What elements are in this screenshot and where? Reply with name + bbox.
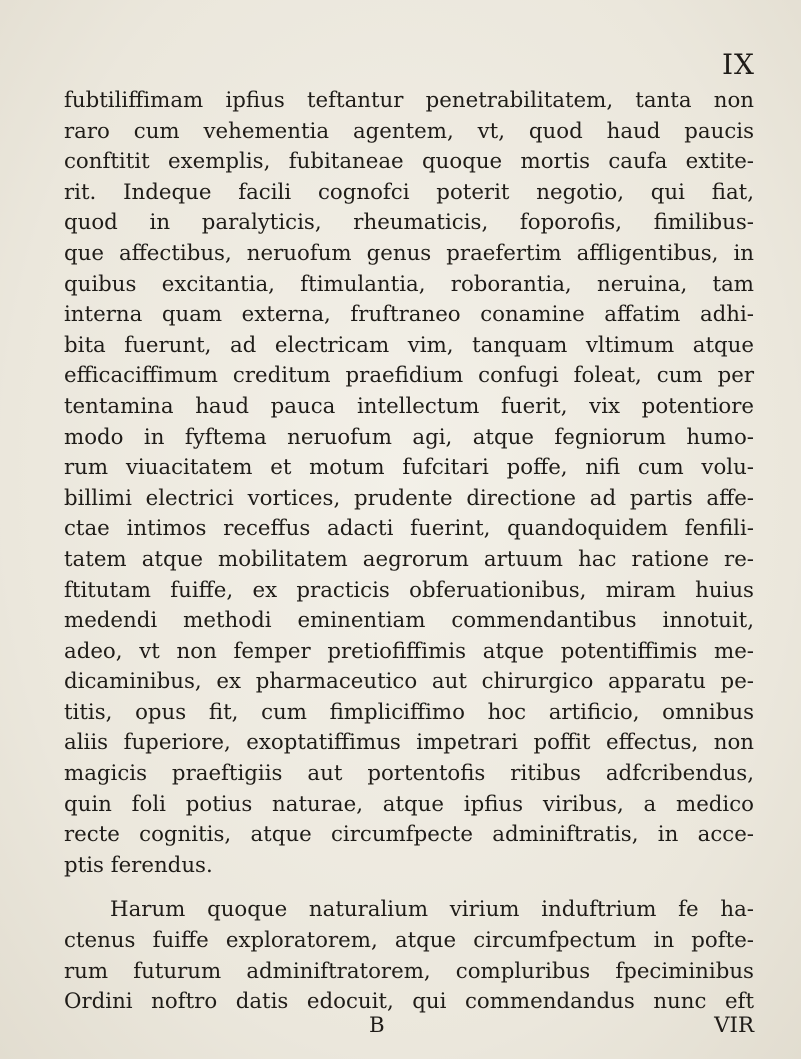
text-line: medendi methodi eminentiam commendantibus innotuit, xyxy=(64,608,754,634)
text-line: dicaminibus, ex pharmaceutico aut chirurgico apparatu pe- xyxy=(64,669,754,695)
text-line: Ordini noftro datis edocuit, qui commendandus nunc eft xyxy=(64,989,754,1015)
paragraph-1 xyxy=(64,86,754,881)
text-line: ptis ferendus. xyxy=(64,852,213,878)
text-line: efficaciffimum creditum praefidium confugi foleat, cum per xyxy=(64,363,754,389)
text-line: ctae intimos receffus adacti fuerint, quandoquidem fenfili- xyxy=(64,516,754,542)
text-line: raro cum vehementia agentem, vt, quod haud paucis xyxy=(64,118,754,144)
paragraph-gap xyxy=(64,881,754,895)
text-line: ctenus fuiffe exploratorem, atque circumfpectum in pofte- xyxy=(64,928,754,954)
text-line: titis, opus fit, cum fimpliciffimo hoc artificio, omnibus xyxy=(64,699,754,725)
catchword: VIR xyxy=(714,1013,754,1038)
page-footer xyxy=(64,1011,754,1041)
page-number: IX xyxy=(722,48,755,81)
text-line: aliis fuperiore, exoptatiffimus impetrari poffit effectus, non xyxy=(64,730,754,756)
text-line: adeo, vt non femper pretiofiffimis atque potentiffimis me- xyxy=(64,638,754,664)
text-line: modo in fyftema neruofum agi, atque fegniorum humo- xyxy=(64,424,754,450)
text-line: recte cognitis, atque circumfpecte adminiftratis, in acce- xyxy=(64,822,754,848)
text-line: tentamina haud pauca intellectum fuerit, vix potentiore xyxy=(64,393,754,419)
text-line: conftitit exemplis, fubitaneae quoque mortis caufa extite- xyxy=(64,149,754,175)
text-line: bita fuerunt, ad electricam vim, tanquam vltimum atque xyxy=(64,332,754,358)
text-line: rum viuacitatem et motum fufcitari poffe, nifi cum volu- xyxy=(64,455,754,481)
text-line: billimi electrici vortices, prudente directione ad partis affe- xyxy=(64,485,754,511)
text-line: quod in paralyticis, rheumaticis, foporofis, fimilibus- xyxy=(64,210,754,236)
text-line: quin foli potius naturae, atque ipfius viribus, a medico xyxy=(64,791,754,817)
text-line: tatem atque mobilitatem aegrorum artuum hac ratione re- xyxy=(64,546,754,572)
text-line: rum futurum adminiftratorem, compluribus fpeciminibus xyxy=(64,958,754,984)
text-line: Harum quoque naturalium virium induftrium fe ha- xyxy=(110,897,754,923)
text-line: fubtiliffimam ipfius teftantur penetrabilitatem, tanta non xyxy=(64,88,754,113)
text-line: magicis praeftigiis aut portentofis ritibus adfcribendus, xyxy=(64,761,754,787)
text-line: rit. Indeque facili cognofci poterit negotio, qui fiat, xyxy=(64,179,754,205)
signature-mark: B xyxy=(369,1013,385,1038)
paragraph-2 xyxy=(64,895,754,1017)
text-line: que affectibus, neruofum genus praefertim affligentibus, in xyxy=(64,240,754,266)
text-line: interna quam externa, fruftraneo conamine affatim adhi- xyxy=(64,302,754,328)
text-line: ftitutam fuiffe, ex practicis obferuationibus, miram huius xyxy=(64,577,754,603)
text-line: quibus excitantia, ftimulantia, roborantia, neruina, tam xyxy=(64,271,754,297)
text-block xyxy=(64,86,754,1018)
